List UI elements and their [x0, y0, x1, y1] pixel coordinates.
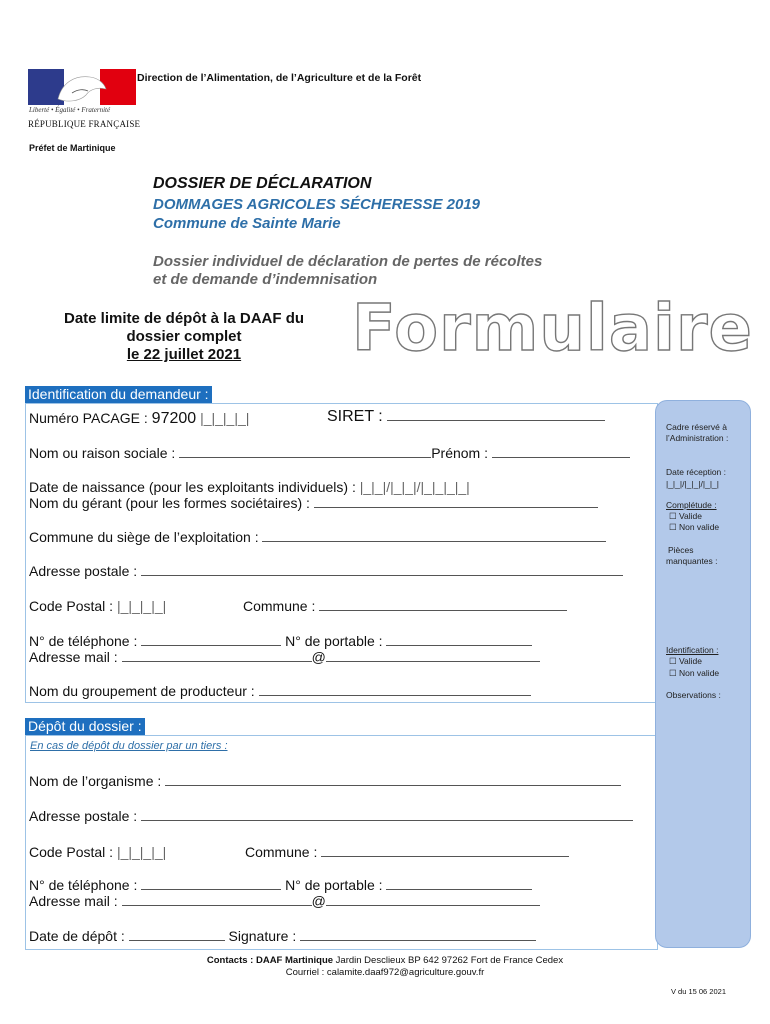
mail-domain-field[interactable]	[326, 649, 540, 662]
admin-completude: Complétude :	[666, 500, 717, 510]
portable-label: N° de portable :	[285, 633, 387, 649]
naissance-boxes[interactable]: |_|_|/|_|_|/|_|_|_|_|	[359, 479, 470, 495]
depot-heading: Dépôt du dossier :	[25, 718, 145, 735]
tel-row	[29, 633, 532, 649]
mail-user-field[interactable]	[122, 649, 312, 662]
gerant-label: Nom du gérant (pour les formes sociétaires) :	[29, 495, 314, 511]
contacts-line	[0, 955, 770, 967]
title-line3: Commune de Sainte Marie	[153, 215, 341, 232]
tiers-note: En cas de dépôt du dossier par un tiers :	[30, 740, 228, 752]
depot-portable-field[interactable]	[386, 877, 532, 890]
admin-pieces-line2: manquantes :	[666, 556, 718, 566]
naissance-label: Date de naissance (pour les exploitants individuels) :	[29, 479, 360, 495]
deadline-notice	[30, 310, 338, 364]
organisme-field[interactable]	[165, 773, 621, 786]
title-line1: DOSSIER DE DÉCLARATION	[153, 175, 372, 192]
version-label: V du 15 06 2021	[670, 987, 726, 996]
title-line2: DOMMAGES AGRICOLES SÉCHERESSE 2019	[153, 196, 481, 213]
siret-field[interactable]	[387, 408, 605, 421]
pacage-row	[29, 410, 249, 428]
groupement-row	[29, 683, 531, 699]
siret-label: SIRET :	[327, 408, 388, 425]
admin-non-valide-checkbox-1[interactable]: ☐ Non valide	[669, 522, 720, 532]
adresse-label: Adresse postale :	[29, 563, 142, 579]
depot-mail-at: @	[311, 893, 326, 909]
date-depot-label: Date de dépôt :	[29, 928, 129, 944]
prenom-label: Prénom :	[431, 445, 492, 461]
gerant-row	[29, 495, 598, 511]
signature-field[interactable]	[300, 928, 536, 941]
depot-tel-label: N° de téléphone :	[29, 877, 142, 893]
mail-label: Adresse mail :	[29, 649, 122, 665]
tel-field[interactable]	[141, 633, 281, 646]
nom-row	[29, 445, 630, 461]
naissance-row	[29, 479, 470, 495]
formulaire-watermark: Formulaire	[352, 292, 753, 366]
commune-siege-field[interactable]	[262, 529, 606, 542]
contacts-address: Jardin Desclieux BP 642 97262 Fort de France Cedex	[333, 955, 564, 966]
marianne-logo	[28, 69, 136, 105]
pacage-label: Numéro PACAGE :	[29, 410, 152, 426]
admin-identification: Identification :	[666, 645, 719, 655]
admin-valide-checkbox-2[interactable]: ☐ Valide	[669, 656, 702, 666]
admin-observations: Observations :	[666, 690, 721, 700]
cp-row	[29, 598, 166, 614]
contacts-email[interactable]: Courriel : calamite.daaf972@agriculture.gouv.fr	[285, 967, 485, 978]
commune-siege-label: Commune du siège de l’exploitation :	[29, 529, 263, 545]
deadline-line2: dossier complet	[126, 328, 242, 345]
subtitle-line1: Dossier individuel de déclaration de pertes de récoltes	[153, 253, 543, 270]
cp-boxes[interactable]: |_|_|_|_|	[116, 598, 167, 614]
depot-cp-boxes[interactable]: |_|_|_|_|	[116, 844, 167, 860]
signature-label: Signature :	[228, 928, 301, 944]
pacage-value: 97200	[151, 410, 197, 427]
organisme-label: Nom de l’organisme :	[29, 773, 166, 789]
depot-adresse-label: Adresse postale :	[29, 808, 142, 824]
depot-cp-label: Code Postal :	[29, 844, 117, 860]
depot-adresse-field[interactable]	[141, 808, 633, 821]
depot-cp-row	[29, 844, 166, 860]
depot-mail-domain-field[interactable]	[326, 893, 540, 906]
admin-date-boxes: |_|_|/|_|_|/|_|_|	[666, 479, 719, 489]
contacts-bold: Contacts : DAAF Martinique	[206, 955, 334, 966]
depot-mail-user-field[interactable]	[122, 893, 312, 906]
admin-non-valide-checkbox-2[interactable]: ☐ Non valide	[669, 668, 720, 678]
mail-row	[29, 649, 540, 665]
commune-row	[243, 598, 567, 614]
deadline-line3: le 22 juillet 2021	[126, 346, 242, 363]
depot-commune-row	[245, 844, 569, 860]
siret-row	[327, 408, 605, 426]
groupement-field[interactable]	[259, 683, 531, 696]
depot-adresse-row	[29, 808, 633, 824]
depot-commune-field[interactable]	[321, 844, 569, 857]
admin-cadre-line1: Cadre réservé à	[666, 422, 727, 432]
logo-motto: Liberté • Égalité • Fraternité	[29, 106, 111, 114]
identification-heading: Identification du demandeur :	[25, 386, 212, 403]
nom-field[interactable]	[179, 445, 431, 458]
footer-contacts	[0, 955, 770, 979]
cp-label: Code Postal :	[29, 598, 117, 614]
admin-valide-checkbox-1[interactable]: ☐ Valide	[669, 511, 702, 521]
logo-republic: RÉPUBLIQUE FRANÇAISE	[28, 119, 141, 129]
depot-tel-field[interactable]	[141, 877, 281, 890]
depot-portable-label: N° de portable :	[285, 877, 387, 893]
admin-pieces-line1: Pièces	[668, 545, 694, 555]
commune-label: Commune :	[243, 598, 320, 614]
prenom-field[interactable]	[492, 445, 630, 458]
groupement-label: Nom du groupement de producteur :	[29, 683, 259, 699]
mail-at: @	[311, 649, 326, 665]
deadline-line1: Date limite de dépôt à la DAAF du	[63, 310, 305, 327]
admin-date-reception: Date réception :	[666, 467, 727, 477]
depot-box	[25, 735, 658, 950]
direction-title: Direction de l’Alimentation, de l’Agriculture et de la Forêt	[137, 72, 422, 84]
nom-label: Nom ou raison sociale :	[29, 445, 180, 461]
pacage-boxes[interactable]: |_|_|_|_|	[200, 410, 250, 426]
gerant-field[interactable]	[314, 495, 598, 508]
date-signature-row	[29, 928, 536, 944]
portable-field[interactable]	[386, 633, 532, 646]
date-depot-field[interactable]	[129, 928, 225, 941]
depot-mail-row	[29, 893, 540, 909]
commune-siege-row	[29, 529, 606, 545]
depot-tel-row	[29, 877, 532, 893]
admin-cadre-line2: l’Administration :	[666, 433, 729, 443]
prefet-label: Préfet de Martinique	[29, 143, 116, 153]
subtitle-line2: et de demande d’indemnisation	[153, 271, 378, 288]
organisme-row	[29, 773, 621, 789]
depot-commune-label: Commune :	[245, 844, 322, 860]
tel-label: N° de téléphone :	[29, 633, 142, 649]
commune-field[interactable]	[319, 598, 567, 611]
adresse-field[interactable]	[141, 563, 623, 576]
adresse-row	[29, 563, 623, 579]
depot-mail-label: Adresse mail :	[29, 893, 122, 909]
